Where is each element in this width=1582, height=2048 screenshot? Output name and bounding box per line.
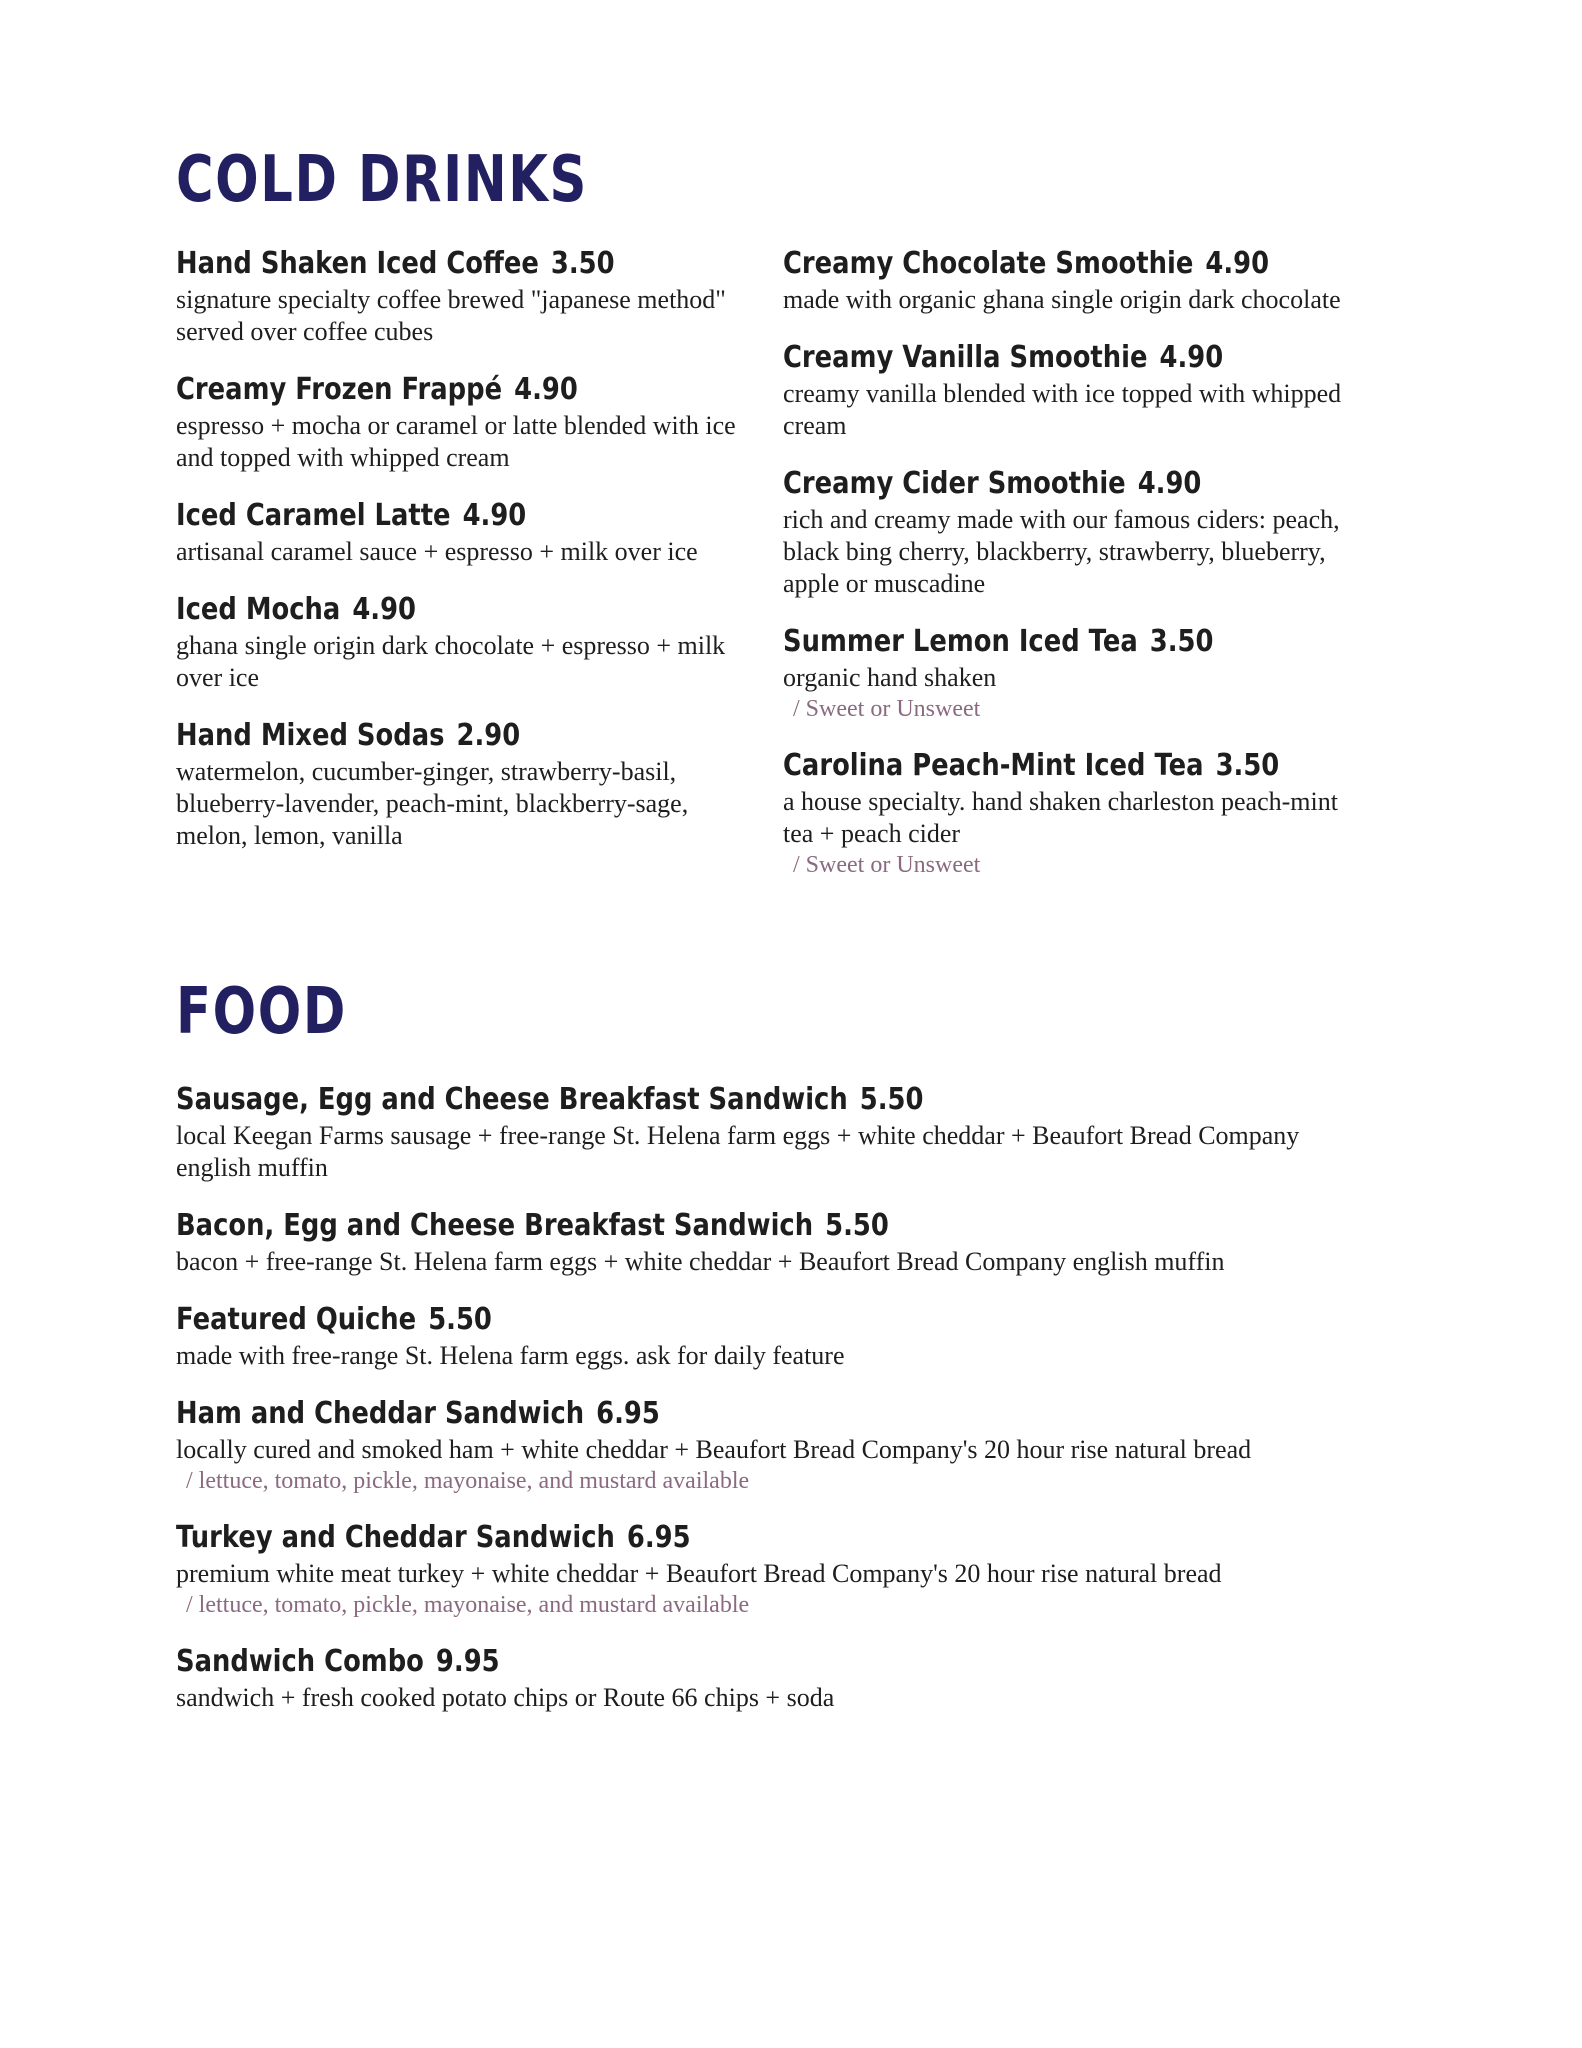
item-price: 4.90 — [1159, 340, 1224, 375]
item-header — [176, 496, 658, 536]
menu-item-featured-quiche — [176, 1300, 1336, 1372]
item-price: 4.90 — [1137, 466, 1202, 501]
item-price: 4.90 — [514, 372, 578, 407]
item-name: Creamy Cider Smoothie — [783, 466, 1126, 501]
item-header — [176, 1518, 1174, 1558]
item-header — [176, 370, 658, 410]
item-header — [783, 746, 1280, 786]
item-name: Creamy Vanilla Smoothie — [783, 340, 1148, 375]
item-header — [783, 338, 1265, 378]
item-note: / Sweet or Unsweet — [793, 852, 981, 878]
item-description: local Keegan Farms sausage + free-range St. Helena farm eggs + white cheddar + Beaufort Bread Company english muffin — [176, 1121, 1300, 1182]
item-header — [176, 1394, 1174, 1434]
item-description: bacon + free-range St. Helena farm eggs + white cheddar + Beaufort Bread Company english muffin — [176, 1247, 1225, 1276]
item-description: creamy vanilla blended with ice topped with whipped cream — [783, 379, 1342, 440]
item-name: Sandwich Combo — [176, 1644, 424, 1679]
menu-item-hand-shaken-iced-coffee — [176, 244, 736, 348]
menu-item-creamy-cider-smoothie — [783, 464, 1343, 600]
menu-item-ham-cheddar-sandwich — [176, 1394, 1336, 1496]
menu-item-creamy-vanilla-smoothie — [783, 338, 1343, 442]
item-price: 3.50 — [550, 246, 615, 281]
item-price: 9.95 — [435, 1644, 500, 1679]
menu-item-carolina-peach-mint-iced-tea — [783, 746, 1343, 880]
cold-drinks-right-column — [783, 244, 1343, 902]
item-price: 4.90 — [1205, 246, 1270, 281]
item-price: 4.90 — [352, 592, 417, 627]
item-description: made with free-range St. Helena farm eggs. ask for daily feature — [176, 1341, 845, 1370]
item-name: Bacon, Egg and Cheese Breakfast Sandwich — [176, 1208, 814, 1243]
item-description: espresso + mocha or caramel or latte blended with ice and topped with whipped cream — [176, 411, 736, 472]
item-description: artisanal caramel sauce + espresso + milk over ice — [176, 537, 698, 566]
menu-item-sausage-egg-cheese-sandwich — [176, 1080, 1336, 1184]
menu-item-turkey-cheddar-sandwich — [176, 1518, 1336, 1620]
menu-item-creamy-chocolate-smoothie — [783, 244, 1343, 316]
item-description: a house specialty. hand shaken charleston peach-mint tea + peach cider — [783, 787, 1338, 848]
item-price: 5.50 — [428, 1302, 492, 1337]
item-header — [783, 464, 1265, 504]
item-price: 3.50 — [1149, 624, 1214, 659]
item-price: 4.90 — [462, 498, 527, 533]
menu-item-hand-mixed-sodas — [176, 716, 736, 852]
item-name: Turkey and Cheddar Sandwich — [176, 1520, 615, 1555]
item-header — [783, 244, 1270, 284]
item-header — [783, 622, 1265, 662]
item-header — [176, 716, 658, 756]
item-price: 6.95 — [626, 1520, 691, 1555]
item-header — [176, 590, 658, 630]
item-name: Sausage, Egg and Cheese Breakfast Sandwich — [176, 1082, 848, 1117]
item-header — [176, 244, 658, 284]
menu-item-creamy-frozen-frappe — [176, 370, 736, 474]
item-header — [176, 1080, 1174, 1120]
item-description: made with organic ghana single origin dark chocolate — [783, 285, 1341, 314]
item-description: watermelon, cucumber-ginger, strawberry-basil, blueberry-lavender, peach-mint, blackberry-sage, melon, lemon, vanilla — [176, 757, 689, 850]
food-heading: FOOD — [176, 975, 347, 1049]
item-price: 2.90 — [456, 718, 521, 753]
cold-drinks-heading: COLD DRINKS — [176, 143, 589, 217]
item-description: organic hand shaken — [783, 663, 997, 692]
item-price: 6.95 — [596, 1396, 660, 1431]
item-price: 3.50 — [1215, 748, 1280, 783]
item-header — [176, 1300, 1174, 1340]
item-name: Iced Mocha — [176, 592, 341, 627]
item-price: 5.50 — [859, 1082, 924, 1117]
menu-item-summer-lemon-iced-tea — [783, 622, 1343, 724]
item-name: Creamy Frozen Frappé — [176, 372, 503, 407]
item-price: 5.50 — [825, 1208, 889, 1243]
item-description: signature specialty coffee brewed "japanese method" served over coffee cubes — [176, 285, 726, 346]
item-name: Hand Mixed Sodas — [176, 718, 445, 753]
menu-item-sandwich-combo — [176, 1642, 1336, 1714]
item-note: / lettuce, tomato, pickle, mayonaise, and mustard available — [186, 1592, 750, 1618]
item-header — [176, 1206, 1174, 1246]
item-name: Carolina Peach-Mint Iced Tea — [783, 748, 1204, 783]
menu-item-bacon-egg-cheese-sandwich — [176, 1206, 1336, 1278]
item-description: locally cured and smoked ham + white cheddar + Beaufort Bread Company's 20 hour rise natural bread — [176, 1435, 1252, 1464]
item-name: Creamy Chocolate Smoothie — [783, 246, 1194, 281]
item-description: premium white meat turkey + white cheddar + Beaufort Bread Company's 20 hour rise natural bread — [176, 1559, 1222, 1588]
item-note: / Sweet or Unsweet — [793, 696, 981, 722]
menu-item-iced-caramel-latte — [176, 496, 736, 568]
item-description: sandwich + fresh cooked potato chips or Route 66 chips + soda — [176, 1683, 835, 1712]
item-name: Featured Quiche — [176, 1302, 417, 1337]
item-name: Hand Shaken Iced Coffee — [176, 246, 539, 281]
item-name: Iced Caramel Latte — [176, 498, 451, 533]
item-name: Summer Lemon Iced Tea — [783, 624, 1138, 659]
item-description: ghana single origin dark chocolate + espresso + milk over ice — [176, 631, 726, 692]
cold-drinks-left-column — [176, 244, 736, 874]
menu-item-iced-mocha — [176, 590, 736, 694]
food-column — [176, 1080, 1336, 1736]
item-name: Ham and Cheddar Sandwich — [176, 1396, 585, 1431]
item-note: / lettuce, tomato, pickle, mayonaise, and mustard available — [186, 1468, 750, 1494]
item-header — [176, 1642, 1174, 1682]
item-description: rich and creamy made with our famous ciders: peach, black bing cherry, blackberry, strawberry, blueberry, apple or muscadine — [783, 505, 1340, 598]
